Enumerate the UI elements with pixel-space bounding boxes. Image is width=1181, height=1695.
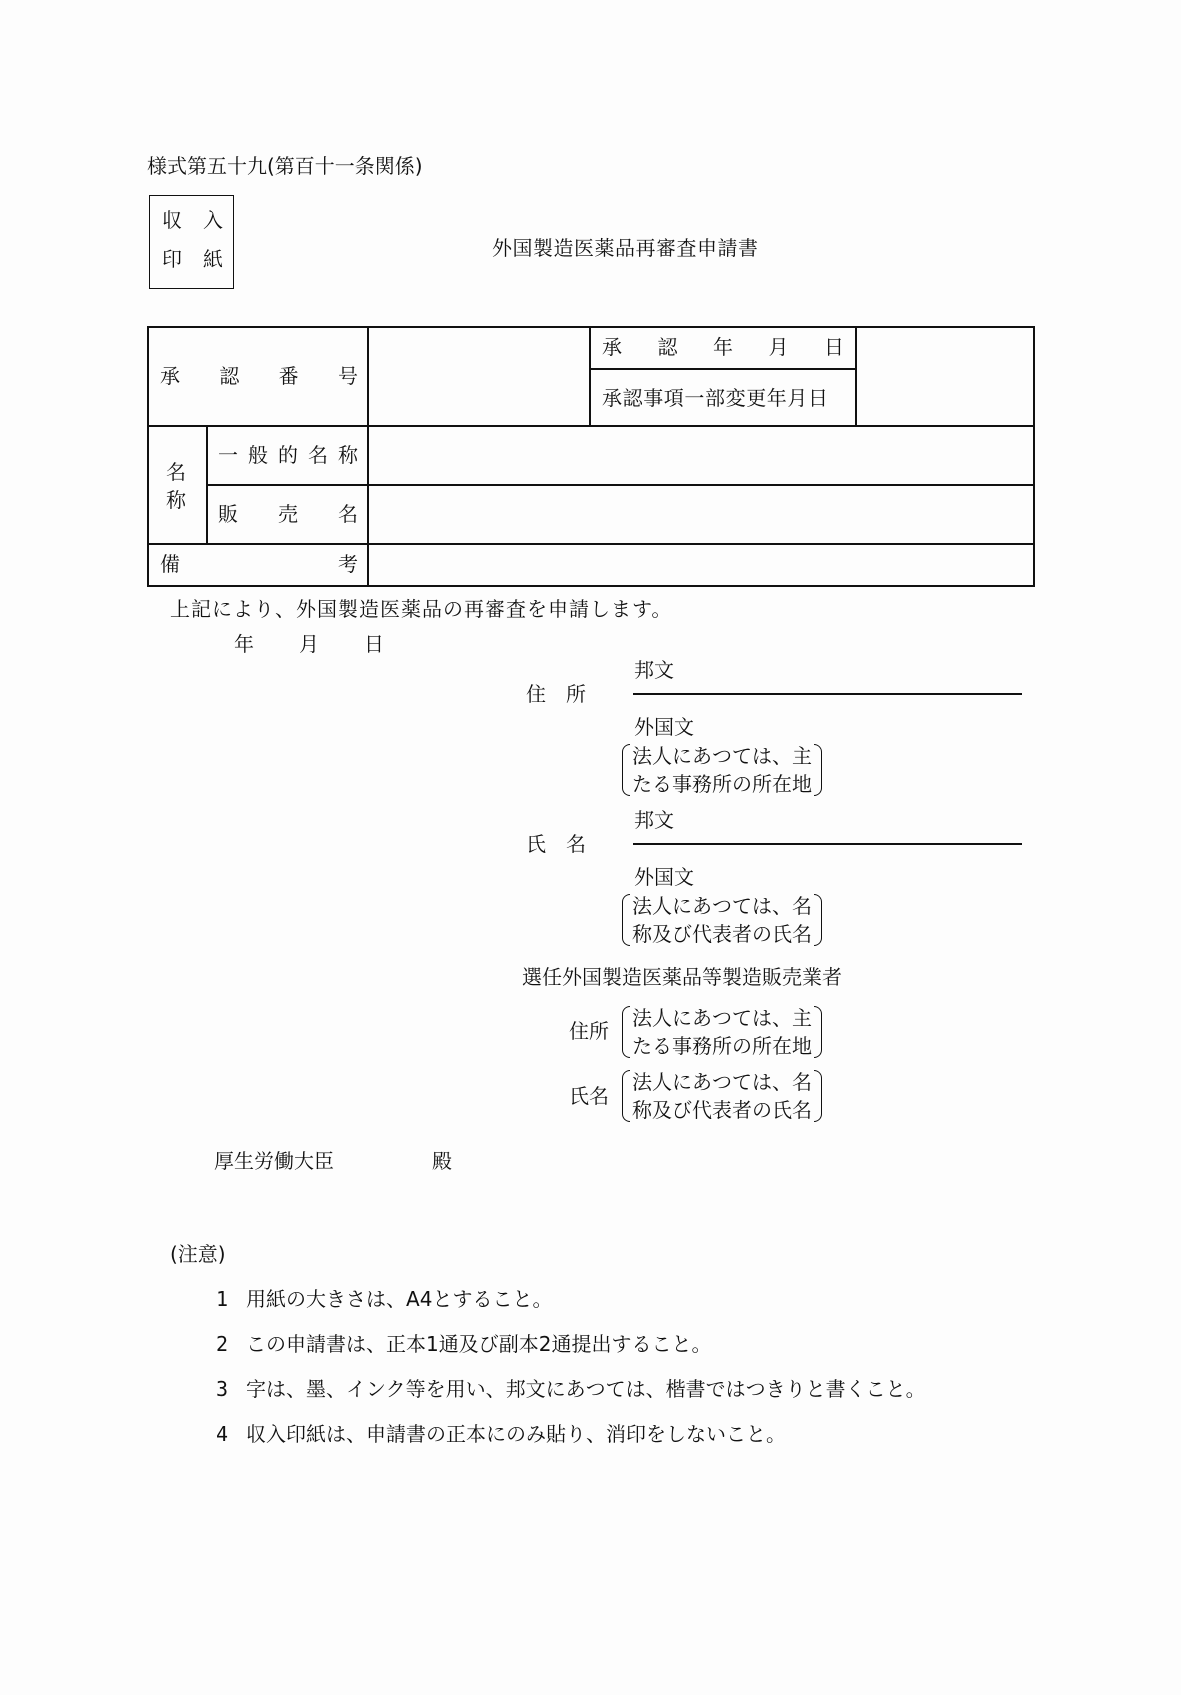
foreign-text-label: 外国文: [634, 715, 694, 739]
approval-number-field[interactable]: [370, 328, 588, 424]
column-divider: [589, 326, 591, 426]
stamp-char: 紙: [203, 247, 223, 271]
generic-name-label: [218, 443, 358, 467]
brand-name-field[interactable]: [370, 486, 1032, 543]
label-char: 販: [218, 502, 238, 526]
label-char: 称: [166, 488, 186, 512]
appointed-manufacturer-heading: 選任外国製造医薬品等製造販売業者: [522, 965, 842, 989]
notes-heading: (注意): [170, 1242, 226, 1266]
row-divider: [589, 368, 856, 370]
label-char: 的: [278, 443, 298, 467]
month-label: 月: [299, 632, 319, 656]
stamp-char: 入: [203, 208, 223, 232]
approval-number-label: [160, 364, 358, 388]
label-char: 年: [713, 335, 733, 359]
label-char: 承: [602, 335, 622, 359]
stamp-char: 印: [162, 247, 182, 271]
note-line: 法人にあつては、名: [632, 1070, 812, 1094]
label-char: 備: [160, 552, 180, 576]
column-divider: [206, 425, 208, 544]
appointed-name-note: [622, 1068, 822, 1124]
note-number: 4: [216, 1422, 229, 1446]
japanese-text-label: 邦文: [634, 658, 674, 682]
note-item: [216, 1332, 712, 1356]
table-border-bottom: [147, 585, 1035, 587]
note-line: 法人にあつては、主: [632, 1006, 812, 1030]
brand-name-label: [218, 502, 358, 526]
applicant-address-label: 住 所: [526, 682, 586, 706]
column-divider: [855, 326, 857, 426]
label-char: 日: [824, 335, 844, 359]
document-title: 外国製造医薬品再審査申請書: [492, 236, 759, 260]
note-line: 称及び代表者の氏名: [632, 1098, 812, 1122]
label-char: 認: [657, 335, 678, 359]
label-char: 名: [166, 460, 186, 484]
appointed-address-label: 住所: [569, 1019, 609, 1043]
note-line: たる事務所の所在地: [632, 1034, 812, 1058]
column-divider: [367, 326, 369, 587]
label-char: 名: [308, 443, 328, 467]
note-line: たる事務所の所在地: [632, 772, 812, 796]
label-char: 考: [338, 552, 358, 576]
application-date: [234, 628, 384, 657]
label-char: 売: [278, 502, 298, 526]
applicant-name-japanese-line[interactable]: [633, 843, 1022, 845]
label-char: 一: [218, 443, 238, 467]
note-item: [216, 1287, 552, 1311]
note-number: 2: [216, 1332, 229, 1356]
note-line: 法人にあつては、名: [632, 894, 812, 918]
applicant-name-label: 氏 名: [526, 832, 586, 856]
appointed-name-label: 氏名: [569, 1084, 609, 1108]
remarks-label: [160, 552, 358, 576]
approval-date-label: [602, 335, 844, 359]
stamp-char: 収: [162, 208, 182, 232]
label-char: 般: [248, 443, 268, 467]
label-char: 月: [768, 335, 789, 359]
day-label: 日: [364, 632, 384, 656]
addressee-honorific: 殿: [432, 1149, 452, 1173]
note-text: 収入印紙は、申請書の正本にのみ貼り、消印をしないこと。: [246, 1422, 787, 1446]
label-char: 番: [278, 364, 299, 388]
note-item: [216, 1377, 926, 1401]
application-statement: 上記により、外国製造医薬品の再審査を申請します。: [170, 597, 673, 621]
table-border-left: [147, 326, 149, 587]
table-border-right: [1033, 326, 1035, 587]
note-line: 称及び代表者の氏名: [632, 922, 812, 946]
foreign-text-label: 外国文: [634, 865, 694, 889]
partial-change-date-label: 承認事項一部変更年月日: [602, 386, 829, 410]
note-text: 用紙の大きさは、A4とすること。: [246, 1287, 553, 1311]
note-text: 字は、墨、インク等を用い、邦文にあつては、楷書ではつきりと書くこと。: [246, 1377, 926, 1401]
note-number: 1: [216, 1287, 229, 1311]
approval-date-field[interactable]: [858, 328, 1032, 424]
japanese-text-label: 邦文: [634, 808, 674, 832]
applicant-name-note: [622, 892, 822, 948]
applicant-address-note: [622, 742, 822, 798]
applicant-address-japanese-line[interactable]: [633, 693, 1022, 695]
note-text: この申請書は、正本1通及び副本2通提出すること。: [246, 1332, 712, 1356]
label-char: 承: [160, 364, 180, 388]
label-char: 認: [219, 364, 240, 388]
label-char: 名: [338, 502, 358, 526]
addressee-name: 厚生労働大臣: [214, 1149, 334, 1173]
generic-name-field[interactable]: [370, 427, 1032, 484]
revenue-stamp-box: [149, 195, 234, 289]
label-char: 号: [337, 364, 358, 388]
note-item: [216, 1422, 786, 1446]
appointed-address-note: [622, 1004, 822, 1060]
note-number: 3: [216, 1377, 229, 1401]
remarks-field[interactable]: [370, 545, 1032, 584]
label-char: 称: [338, 443, 358, 467]
name-group-label: [166, 458, 190, 514]
note-line: 法人にあつては、主: [632, 744, 812, 768]
year-label: 年: [234, 632, 254, 656]
form-number: 様式第五十九(第百十一条関係): [147, 154, 423, 178]
